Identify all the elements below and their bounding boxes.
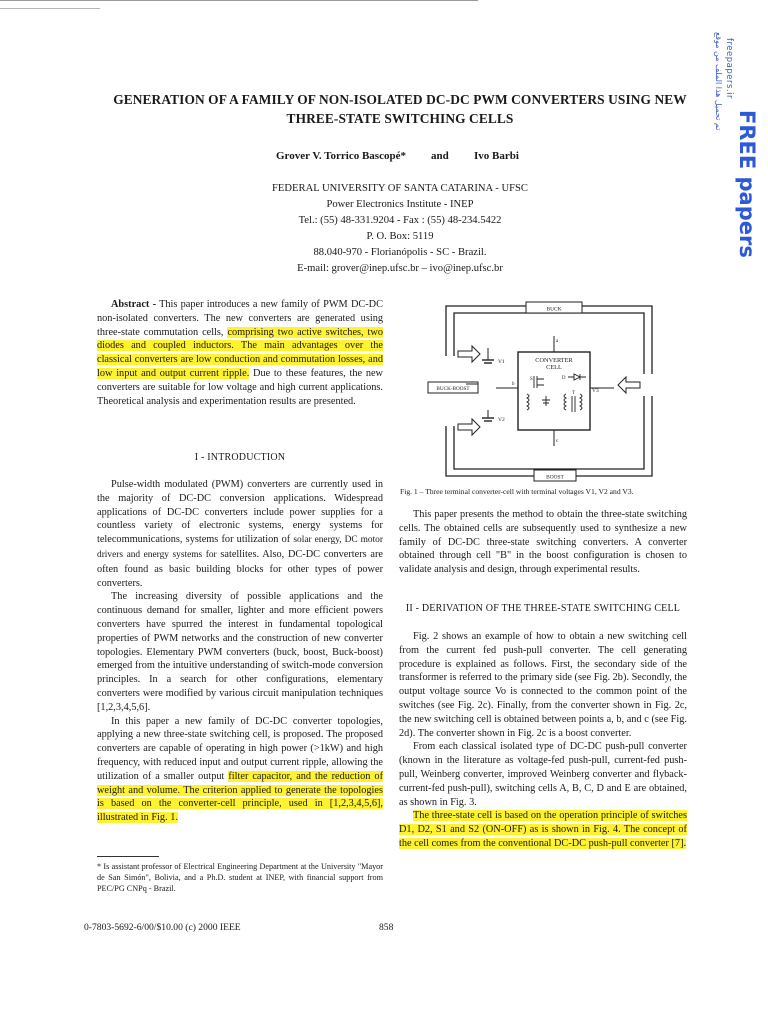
footnote-text: * Is assistant professor of Electrical Engineering Department at the University "Mayor de San Simón", Bolivia, and a Ph.D. student at INEP, with financial support from PEC/PG CNPq - Brazil. — [97, 862, 383, 893]
right-column-intro — [399, 508, 687, 577]
affiliation-line: 88.040-970 - Florianópolis - SC - Brazil. — [313, 247, 487, 258]
diode-symbol — [568, 374, 586, 380]
derivation-body — [399, 630, 687, 851]
footnote — [97, 856, 383, 894]
section-heading-introduction: I - INTRODUCTION — [194, 452, 286, 463]
author-1: Grover V. Torrico Bascopé* — [276, 150, 406, 162]
buck-label: BUCK — [546, 306, 562, 313]
introduction-body — [97, 478, 383, 825]
logo-url-text: freepapers.ir — [724, 38, 734, 99]
transformer-label: T — [572, 391, 575, 396]
abstract-label: Abstract - — [111, 299, 156, 310]
derivation-paragraph-2: From each classical isolated type of DC-DC push-pull converter (known in the literature as voltage-fed push-pull, current-fed push-pull, Weinberg converter, improved Weinberg converter and flyback-current-fed push-pull), switching cells A, B, C, D and E are obtained, as shown in Fig. 3. — [399, 741, 687, 808]
paper-title — [80, 90, 720, 128]
intro-paragraph-3: In this paper a new family of DC-DC converter topologies, applying a new three-state switching cell, is proposed. The proposed converters are capable of operating in high power (>1kW) and high frequency, with reduced input and output current ripple, allowing the utilization of a smaller output — [97, 715, 383, 782]
intro-paragraph-3-highlight: filter capacitor, and the reduction of weight and volume. The criterion applied to generate the topologies is based on the converter-cell principle, used in [1,2,3,4,5,6], illustrated in Fig. 1. — [97, 770, 383, 824]
converter-cell-label-2: CELL — [546, 364, 562, 371]
v1-label: V1 — [498, 359, 505, 365]
abstract-text-end: Due to these features, the new converters are suitable for low voltage and high current applications. Theoretical analysis and experimentation results are presented. — [97, 367, 383, 407]
author-conjunction: and — [431, 150, 449, 162]
terminal-c-label: c — [556, 439, 559, 444]
buck-boost-label: BUCK-BOOST — [436, 386, 470, 392]
transformer-symbol — [564, 394, 582, 412]
top-rule — [0, 0, 478, 1]
logo-arabic-text: تم تحميل هذا الملف من موقع — [714, 32, 723, 131]
v3-label: V3 — [592, 388, 599, 394]
switch-label: S — [530, 377, 533, 382]
intro-paragraph-1-small: solar energy, DC motor drivers and energy systems for — [97, 535, 383, 560]
copyright-notice: 0-7803-5692-6/00/$10.00 (c) 2000 IEEE — [84, 922, 241, 933]
logo-brand-text: FREE papers — [735, 110, 759, 258]
author-2: Ivo Barbi — [474, 150, 519, 162]
intro-paragraph-2: The increasing diversity of possible applications and the continuous demand for smaller, lighter and more efficient powers converters have spurred the interest in fundamental topological properties of PWM networks and the construction of new converter topologies. Elementary PWM converters (buck, boost, Buck-boost) emerged from the intuitive understanding of switch-mode conversion principles. In a search for other configurations, elementary converters were modified by various circuit manipulation techniques [1,2,3,4,5,6]. — [97, 591, 383, 713]
affiliation-line: Power Electronics Institute - INEP — [326, 199, 474, 210]
v2-label: V2 — [498, 417, 505, 423]
arrow-v1 — [458, 346, 480, 362]
affiliation-block — [200, 181, 600, 277]
diode-label: D — [562, 376, 566, 381]
affiliation-line: FEDERAL UNIVERSITY OF SANTA CATARINA - UFSC — [272, 183, 528, 194]
affiliation-line: E-mail: grover@inep.ufsc.br – ivo@inep.ufsc.br — [297, 263, 503, 274]
arrow-v3 — [618, 377, 640, 393]
section-heading-derivation: II - DERIVATION OF THE THREE-STATE SWITCHING CELL — [405, 603, 681, 614]
derivation-paragraph-3-highlight: The three-state cell is based on the operation principle of switches D1, D2, S1 and S2 (ON-OFF) as is shown in Fig. 4. The concept of the cell comes from the conventional DC-DC push-pull converter [7]. — [399, 810, 687, 849]
figure-1-converter-cell — [426, 296, 672, 486]
footnote-rule — [97, 856, 159, 857]
affiliation-line: P. O. Box: 5119 — [366, 231, 434, 242]
abstract-text: This paper introduces a new family of PWM DC-DC non-isolated converters. The new converters are generated using three-state commutation cells, — [97, 299, 383, 338]
derivation-paragraph-1: Fig. 2 shows an example of how to obtain a new switching cell from the current fed push-pull converter. The cell generating procedure is explained as follows. First, the secondary side of the transformer is referred to the primary side (see Fig. 2b). Secondly, the output voltage source Vo is connected to the common point of the switches (see Fig. 2c). Finally, from the converter shown in Fig. 2c, the new switching cell is obtained between points a, b, and c (see Fig. 2d). The converter shown in Fig. 2c is a boost converter. — [399, 631, 687, 739]
arrow-v2 — [458, 419, 480, 435]
intro-paragraph-1: Pulse-width modulated (PWM) converters are currently used in the majority of DC-DC conversion applications. Widespread applications of DC-DC converters include power supplies for a countless variety of electronic systems, energy systems for telecommunications, systems for utilization of — [97, 479, 383, 546]
terminal-a-label: a — [556, 339, 559, 344]
affiliation-line: Tel.: (55) 48-331.9204 - Fax : (55) 48-234.5422 — [298, 215, 502, 226]
boost-loop — [446, 396, 652, 476]
title-line-2: THREE-STATE SWITCHING CELLS — [286, 111, 514, 126]
page-number: 858 — [379, 922, 394, 933]
capacitor-symbol — [542, 396, 550, 406]
inductor-left-symbol — [527, 394, 529, 410]
boost-loop-inner — [454, 396, 644, 469]
figure-1-caption: Fig. 1 – Three terminal converter-cell with terminal voltages V1, V2 and V3. — [400, 487, 634, 496]
abstract — [97, 298, 383, 408]
converter-cell-label-1: CONVERTER — [535, 357, 573, 364]
switch-symbol — [534, 376, 544, 388]
terminal-b-label: b — [512, 382, 515, 387]
right-paragraph-1: This paper presents the method to obtain the three-state switching cells. The obtained cells are subsequently used to synthesize a new family of DC-DC three-state switching converters. A converter obtained through cell "B" in the boost configuration is chosen to validate analysis and design, through experimental results. — [399, 509, 687, 576]
intro-paragraph-1-end: satellites. Also, DC-DC converters are often found as basic building blocks for other types of power converters. — [97, 548, 384, 589]
abstract-highlight: comprising two active switches, two diodes and coupled inductors. The main advantages over the classical converters are low conduction and commutation losses, and low input and output current ripple. — [97, 326, 383, 379]
title-line-1: GENERATION OF A FAMILY OF NON-ISOLATED DC-DC PWM CONVERTERS USING NEW — [113, 92, 687, 107]
top-rule-short — [0, 8, 100, 9]
boost-label: BOOST — [546, 474, 564, 481]
